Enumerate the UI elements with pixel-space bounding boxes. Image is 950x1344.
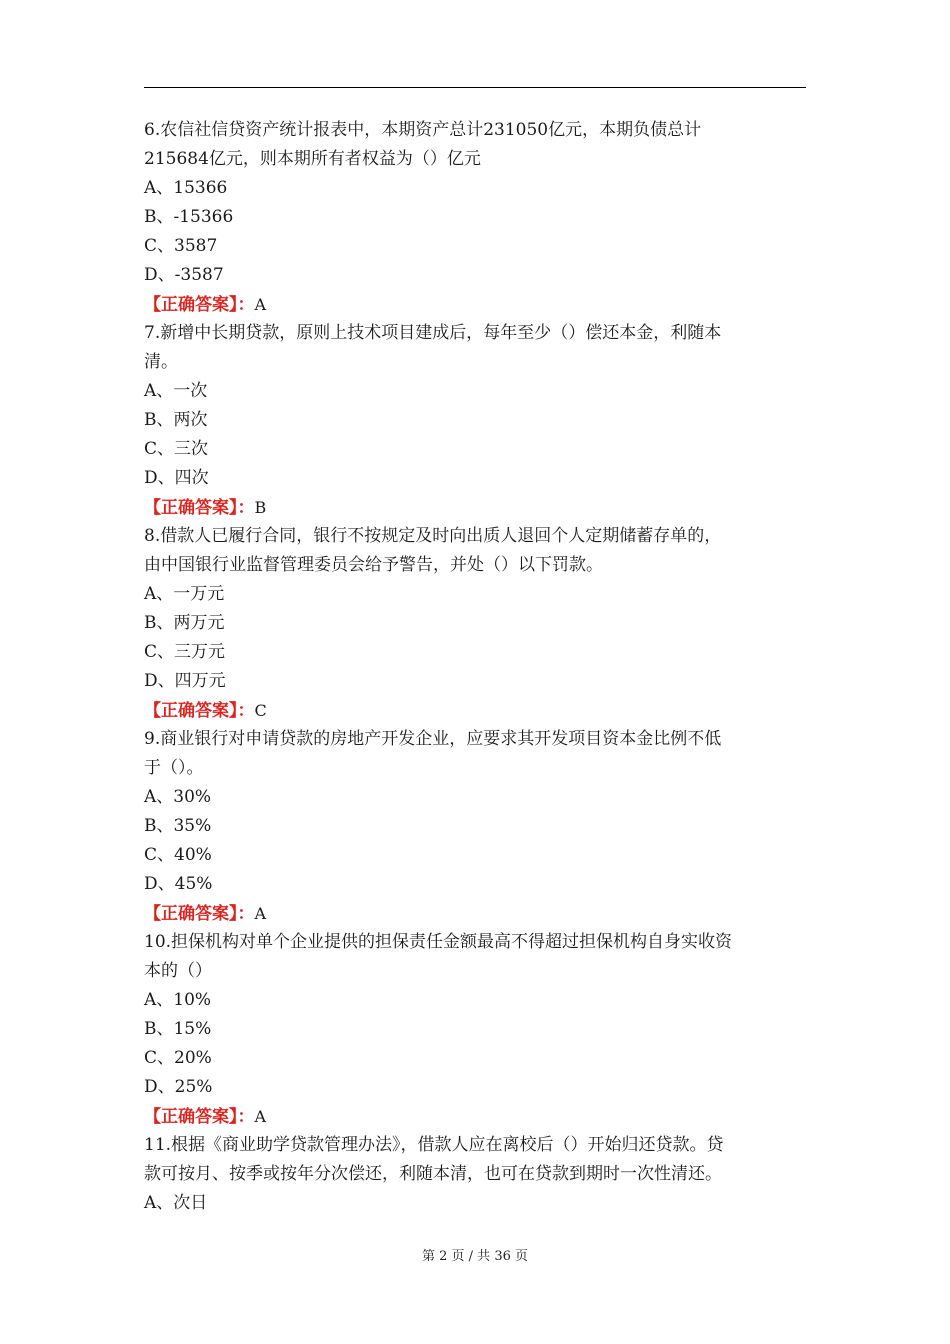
question-block — [144, 928, 806, 1131]
question-block — [144, 319, 806, 522]
correct-answer-label: 【正确答案】： — [144, 295, 255, 315]
header-rule — [144, 87, 806, 88]
answer-option: C、20% — [144, 1048, 212, 1068]
correct-answer — [144, 1102, 806, 1131]
question-stem-line: 款可按月、按季或按年分次偿还，利随本清，也可在贷款到期时一次性清还。 — [144, 1164, 722, 1184]
correct-answer-value: C — [254, 701, 267, 720]
question-stem-line: 本的（） — [144, 961, 212, 981]
answer-option: B、15% — [144, 1019, 212, 1039]
answer-option: A、一次 — [144, 381, 208, 401]
question-list — [144, 116, 806, 1218]
answer-option: A、10% — [144, 990, 212, 1010]
answer-option: B、两次 — [144, 410, 208, 430]
answer-option: A、次日 — [144, 1193, 208, 1213]
answer-option: C、三万元 — [144, 642, 226, 662]
question-stem-line: 215684亿元，则本期所有者权益为（）亿元 — [144, 149, 481, 169]
answer-option: D、-3587 — [144, 265, 224, 285]
answer-option: D、45% — [144, 874, 213, 894]
answer-option: A、一万元 — [144, 584, 225, 604]
correct-answer-value: A — [254, 904, 267, 923]
question-block — [144, 1131, 806, 1218]
question-block — [144, 116, 806, 319]
question-block — [144, 522, 806, 725]
answer-option: A、15366 — [144, 178, 228, 198]
answer-option: A、30% — [144, 787, 212, 807]
answer-option: C、三次 — [144, 439, 209, 459]
question-block — [144, 725, 806, 928]
answer-option: D、25% — [144, 1077, 213, 1097]
correct-answer — [144, 899, 806, 928]
correct-answer — [144, 493, 806, 522]
correct-answer-label: 【正确答案】： — [144, 498, 255, 518]
correct-answer-value: A — [254, 295, 267, 314]
answer-option: B、35% — [144, 816, 212, 836]
correct-answer — [144, 290, 806, 319]
answer-option: B、-15366 — [144, 207, 234, 227]
question-stem-line: 清。 — [144, 352, 178, 372]
question-stem-line: 6.农信社信贷资产统计报表中，本期资产总计231050亿元，本期负债总计 — [144, 120, 702, 140]
question-stem-line: 8.借款人已履行合同，银行不按规定及时向出质人退回个人定期储蓄存单的， — [144, 526, 722, 546]
question-stem-line: 9.商业银行对申请贷款的房地产开发企业，应要求其开发项目资本金比例不低 — [144, 729, 722, 749]
answer-option: C、40% — [144, 845, 212, 865]
correct-answer-label: 【正确答案】： — [144, 1107, 255, 1127]
question-stem-line: 10.担保机构对单个企业提供的担保责任金额最高不得超过担保机构自身实收资 — [144, 932, 733, 952]
correct-answer — [144, 696, 806, 725]
correct-answer-label: 【正确答案】： — [144, 701, 255, 721]
correct-answer-label: 【正确答案】： — [144, 904, 255, 924]
correct-answer-value: B — [254, 498, 267, 517]
answer-option: D、四万元 — [144, 671, 226, 691]
answer-option: C、3587 — [144, 236, 218, 256]
page-footer: 第 2 页 / 共 36 页 — [422, 1249, 528, 1264]
question-stem-line: 于（）。 — [144, 758, 204, 778]
answer-option: B、两万元 — [144, 613, 225, 633]
correct-answer-value: A — [254, 1107, 267, 1126]
question-stem-line: 由中国银行业监督管理委员会给予警告，并处（）以下罚款。 — [144, 555, 603, 575]
question-stem-line: 11.根据《商业助学贷款管理办法》，借款人应在离校后（）开始归还贷款。贷 — [144, 1135, 724, 1155]
answer-option: D、四次 — [144, 468, 209, 488]
question-stem-line: 7.新增中长期贷款，原则上技术项目建成后，每年至少（）偿还本金，利随本 — [144, 323, 722, 343]
